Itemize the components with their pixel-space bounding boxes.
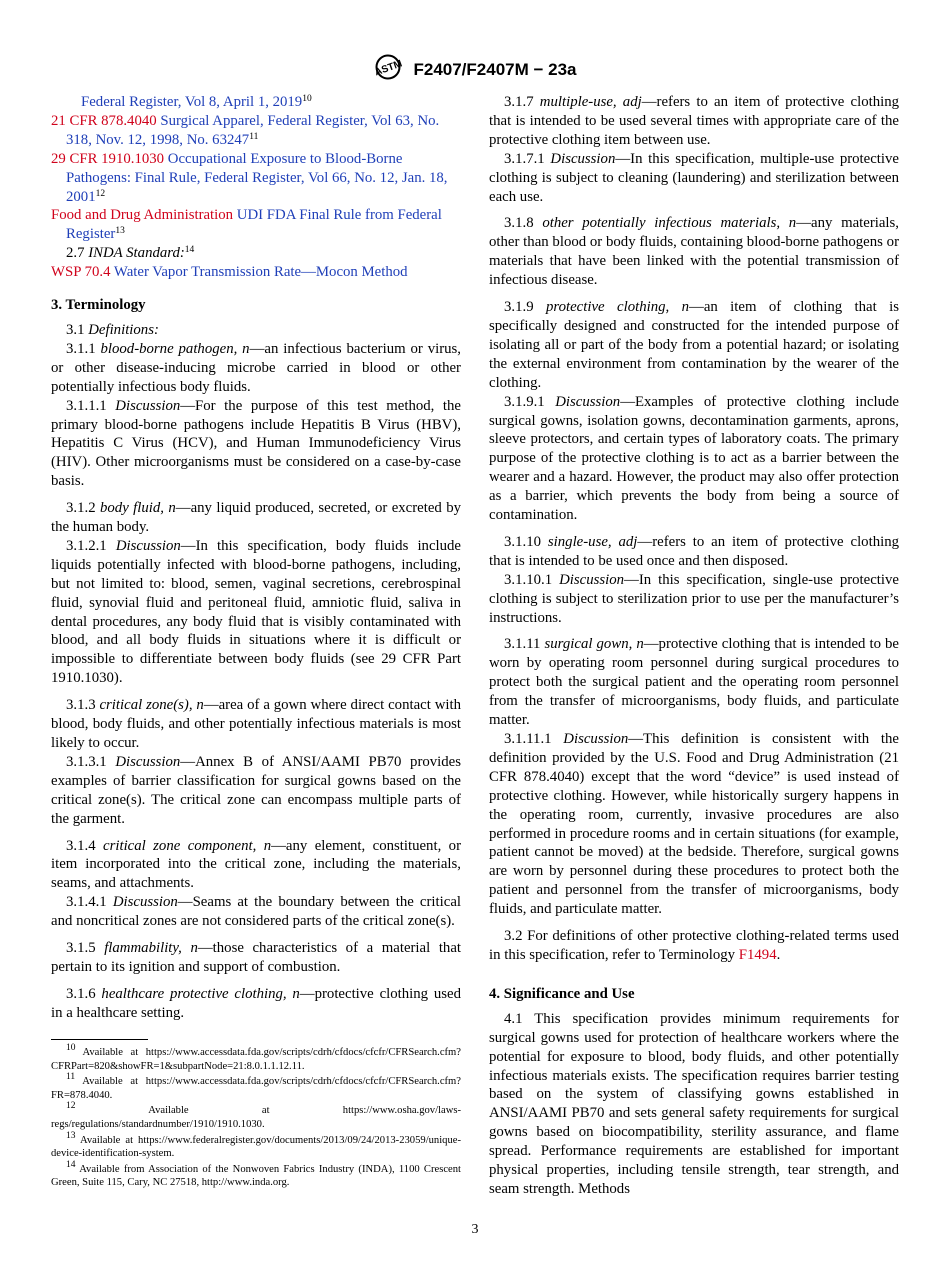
paragraph: 3.1.9 protective clothing, n—an item of clothing that is specifically designed and constructed for the intended purpose of isolating all or part of the body from a potential hazard; or isolating the external environment from contamination by the wearer of the clothing. [489, 299, 899, 391]
footnote: $^{10}$ Available at https://www.accessdata.fda.gov/scripts/cdrh/cfdocs/cfcfr/CFRSearch.cfm?CFRPart=820&showFR=1&subpartNode=21:8.0.1.1.12.11. [51, 1043, 461, 1072]
paragraph: 3.1.11.1 Discussion—This definition is consistent with the definition provided by the U.S. Food and Drug Administration (21 CFR 878.4040) except that the word “device” is used instead of protective clothing. However, while historically surgery happens in the operating room, currently, invasive procedures are also performed in procedure rooms and in certain situations (for example, patient cannot be moved) at the bedside. Therefore, surgical gowns are worn by personnel during these procedures to protect both the patient and personnel from the transfer of microorganisms, body fluids, and particulate matter. [489, 731, 899, 918]
ref-item [51, 206, 461, 244]
paragraph: 3.1.7.1 Discussion—In this specification, multiple-use protective clothing is subject to cleaning (laundering) and sterilization between each use. [489, 150, 899, 205]
section-heading: 4. Significance and Use [489, 985, 635, 1002]
paragraph: 3.1.10 single-use, adj—refers to an item of protective clothing that is intended to be used once and then disposed. [489, 533, 899, 569]
ref-title[interactable]: Federal Register, Vol 8, April 1, 2019 [81, 94, 303, 110]
footnotes [51, 1043, 461, 1190]
ref-code[interactable]: 29 CFR 1910.1030 [51, 150, 165, 167]
ref-link-f1494[interactable]: F1494 [738, 946, 777, 963]
astm-logo-icon [373, 54, 403, 85]
ref-code[interactable]: 21 CFR 878.4040 [51, 112, 157, 129]
fn-marker: 13 [115, 226, 125, 237]
designation: F2407/F2407M − 23a [413, 59, 577, 79]
fn-marker: 12 [95, 188, 106, 199]
ref-item [51, 112, 461, 150]
paragraph: 3.1.4.1 Discussion—Seams at the boundary between the critical and noncritical zones are not considered parts of the critical zone(s). [51, 894, 461, 930]
svg-text:ASTM: ASTM [373, 58, 404, 79]
footnote: $^{12}$ Available at https://www.osha.gov/laws-regs/regulations/standardnumber/1910/1910.1030. [51, 1101, 461, 1130]
subsection-title: INDA Standard: [88, 245, 185, 262]
paragraph: 3.1.5 flammability, n—those characteristics of a material that pertain to its ignition and support of combustion. [51, 940, 462, 975]
paragraph: 3.1.4 critical zone component, n—any element, constituent, or item incorporated into the critical zone, including the materials, seams, and attachments. [51, 837, 462, 892]
footnote: $^{13}$ Available at https://www.federalregister.gov/documents/2013/09/24/2013-23059/unique-device-identification-system. [51, 1130, 461, 1160]
paragraph: 3.1.6 healthcare protective clothing, n—protective clothing used in a healthcare setting. [51, 985, 461, 1021]
page-number: 3 [471, 1222, 479, 1237]
paragraph: 3.1.3 critical zone(s), n—area of a gown where direct contact with blood, body fluids, and other potentially infectious materials is most likely to occur. [51, 697, 462, 751]
ref-title[interactable]: Occupational Exposure to Blood-Borne Pathogens: Final Rule, Federal Register, Vol 66, No. 12, Jan. 18, 2001 [66, 150, 448, 205]
fn-marker: 10 [302, 94, 312, 104]
paragraph: 3.1.8 other potentially infectious materials, n—any materials, other than blood or body fluids, containing blood-borne pathogens or materials that have been linked with the potential transmission of infectious disease. [489, 215, 900, 289]
paragraph: 3.1 Definitions: [66, 321, 159, 338]
ref-item [51, 263, 461, 282]
paragraph: 3.1.10.1 Discussion—In this specification, single-use protective clothing is subject to sterilization prior to use per the manufacturer’s instructions. [489, 571, 899, 626]
left-column [51, 93, 461, 1023]
right-column [489, 93, 899, 1199]
ref-code[interactable]: WSP 70.4 [51, 264, 111, 281]
footnote: $^{14}$ Available from Association of the Nonwoven Fabrics Industry (INDA), 1100 Crescent Green, Suite 115, Cary, NC 27518, http://www.inda.org. [51, 1159, 461, 1189]
paragraph: 3.1.1 blood-borne pathogen, n—an infectious bacterium or virus, or other disease-inducing microbe carried in blood or other potentially infectious body fluids. [51, 340, 461, 395]
paragraph: 3.2 For definitions of other protective clothing-related terms used in this specification, refer to Terminology F1494. [489, 928, 899, 963]
footnote-rule [51, 1039, 148, 1040]
ref-title[interactable]: Surgical Apparel, Federal Register, Vol 63, No. 318, Nov. 12, 1998, No. 63247 [66, 112, 440, 148]
inda-standard [51, 244, 461, 263]
paragraph: 3.1.2.1 Discussion—In this specification, body fluids include liquids potentially infected with blood-borne pathogens, including, but not limited to: blood, semen, vaginal secretions, cerebrospinal fluid, synovial fluid and peritoneal fluid, amniotic fluid, saliva in dental procedures, any body fluid that is visibly contaminated with blood, and all body fluids in situations where it is difficult or impossible to differentiate between body fluids (see 29 CFR Part 1910.1030). [51, 537, 461, 687]
footnote: $^{11}$ Available at https://www.accessdata.fda.gov/scripts/cdrh/cfdocs/cfcfr/CFRSearch.cfm?FR=878.4040. [51, 1072, 461, 1101]
ref-item [51, 150, 461, 207]
paragraph: 3.1.9.1 Discussion—Examples of protective clothing include surgical gowns, isolation gowns, decontamination garments, aprons, sleeve protectors, and certain types of laboratory coats. The primary purpose of the protective clothing is to act as a barrier between the wearer and a hazard. However, the product may also offer protection as a barrier, which prevents the body from being a source of contamination. [489, 393, 899, 524]
fn-marker: 11 [249, 131, 259, 142]
ref-item [51, 93, 461, 112]
ref-code[interactable]: Food and Drug Administration [51, 207, 234, 224]
paragraph: 3.1.2 body fluid, n—any liquid produced, secreted, or excreted by the human body. [51, 500, 462, 536]
page-header [0, 54, 950, 85]
section-heading: 3. Terminology [51, 297, 146, 314]
paragraph: 3.1.11 surgical gown, n—protective clothing that is intended to be worn by operating room personnel during surgical procedures to protect both the surgical patient and the operating room personnel from the transfer of microorganisms, body fluids, and particulate matter. [489, 636, 900, 729]
paragraph: 4.1 This specification provides minimum requirements for surgical gowns used for protection of healthcare workers where the potential for exposure to blood, body fluids, and other potentially infectious materials exists. The specification requires barrier testing based on the system of classifying gowns established in ANSI/AAMI PB70 and sets general safety requirements for surgical gowns based on biocompatibility, sterility assurance, and flame spread. Performance requirements are established for important physical properties, including tensile strength, tear strength, and seam strength. Methods [489, 1010, 899, 1197]
ref-title[interactable]: UDI FDA Final Rule from Federal Register [66, 207, 442, 243]
paragraph: 3.1.1.1 Discussion—For the purpose of this test method, the primary blood-borne pathogens include Hepatitis B Virus (HBV), Hepatitis C Virus (HCV), and Human Immunodeficiency Virus (HIV). Other microorganisms must be considered on a case-by-case basis. [51, 397, 461, 490]
paragraph: 3.1.7 multiple-use, adj—refers to an item of protective clothing that is intended to be used several times with appropriate care of the protective clothing item between use. [489, 94, 900, 148]
section-number: 2.7 [66, 245, 85, 262]
ref-title[interactable]: Water Vapor Transmission Rate—Mocon Method [113, 264, 408, 281]
paragraph: 3.1.3.1 Discussion—Annex B of ANSI/AAMI PB70 provides examples of barrier classification for surgical gowns based on the critical zone(s). The critical zone can encompass multiple parts of the garment. [51, 753, 462, 827]
fn-marker: 14 [184, 245, 195, 256]
